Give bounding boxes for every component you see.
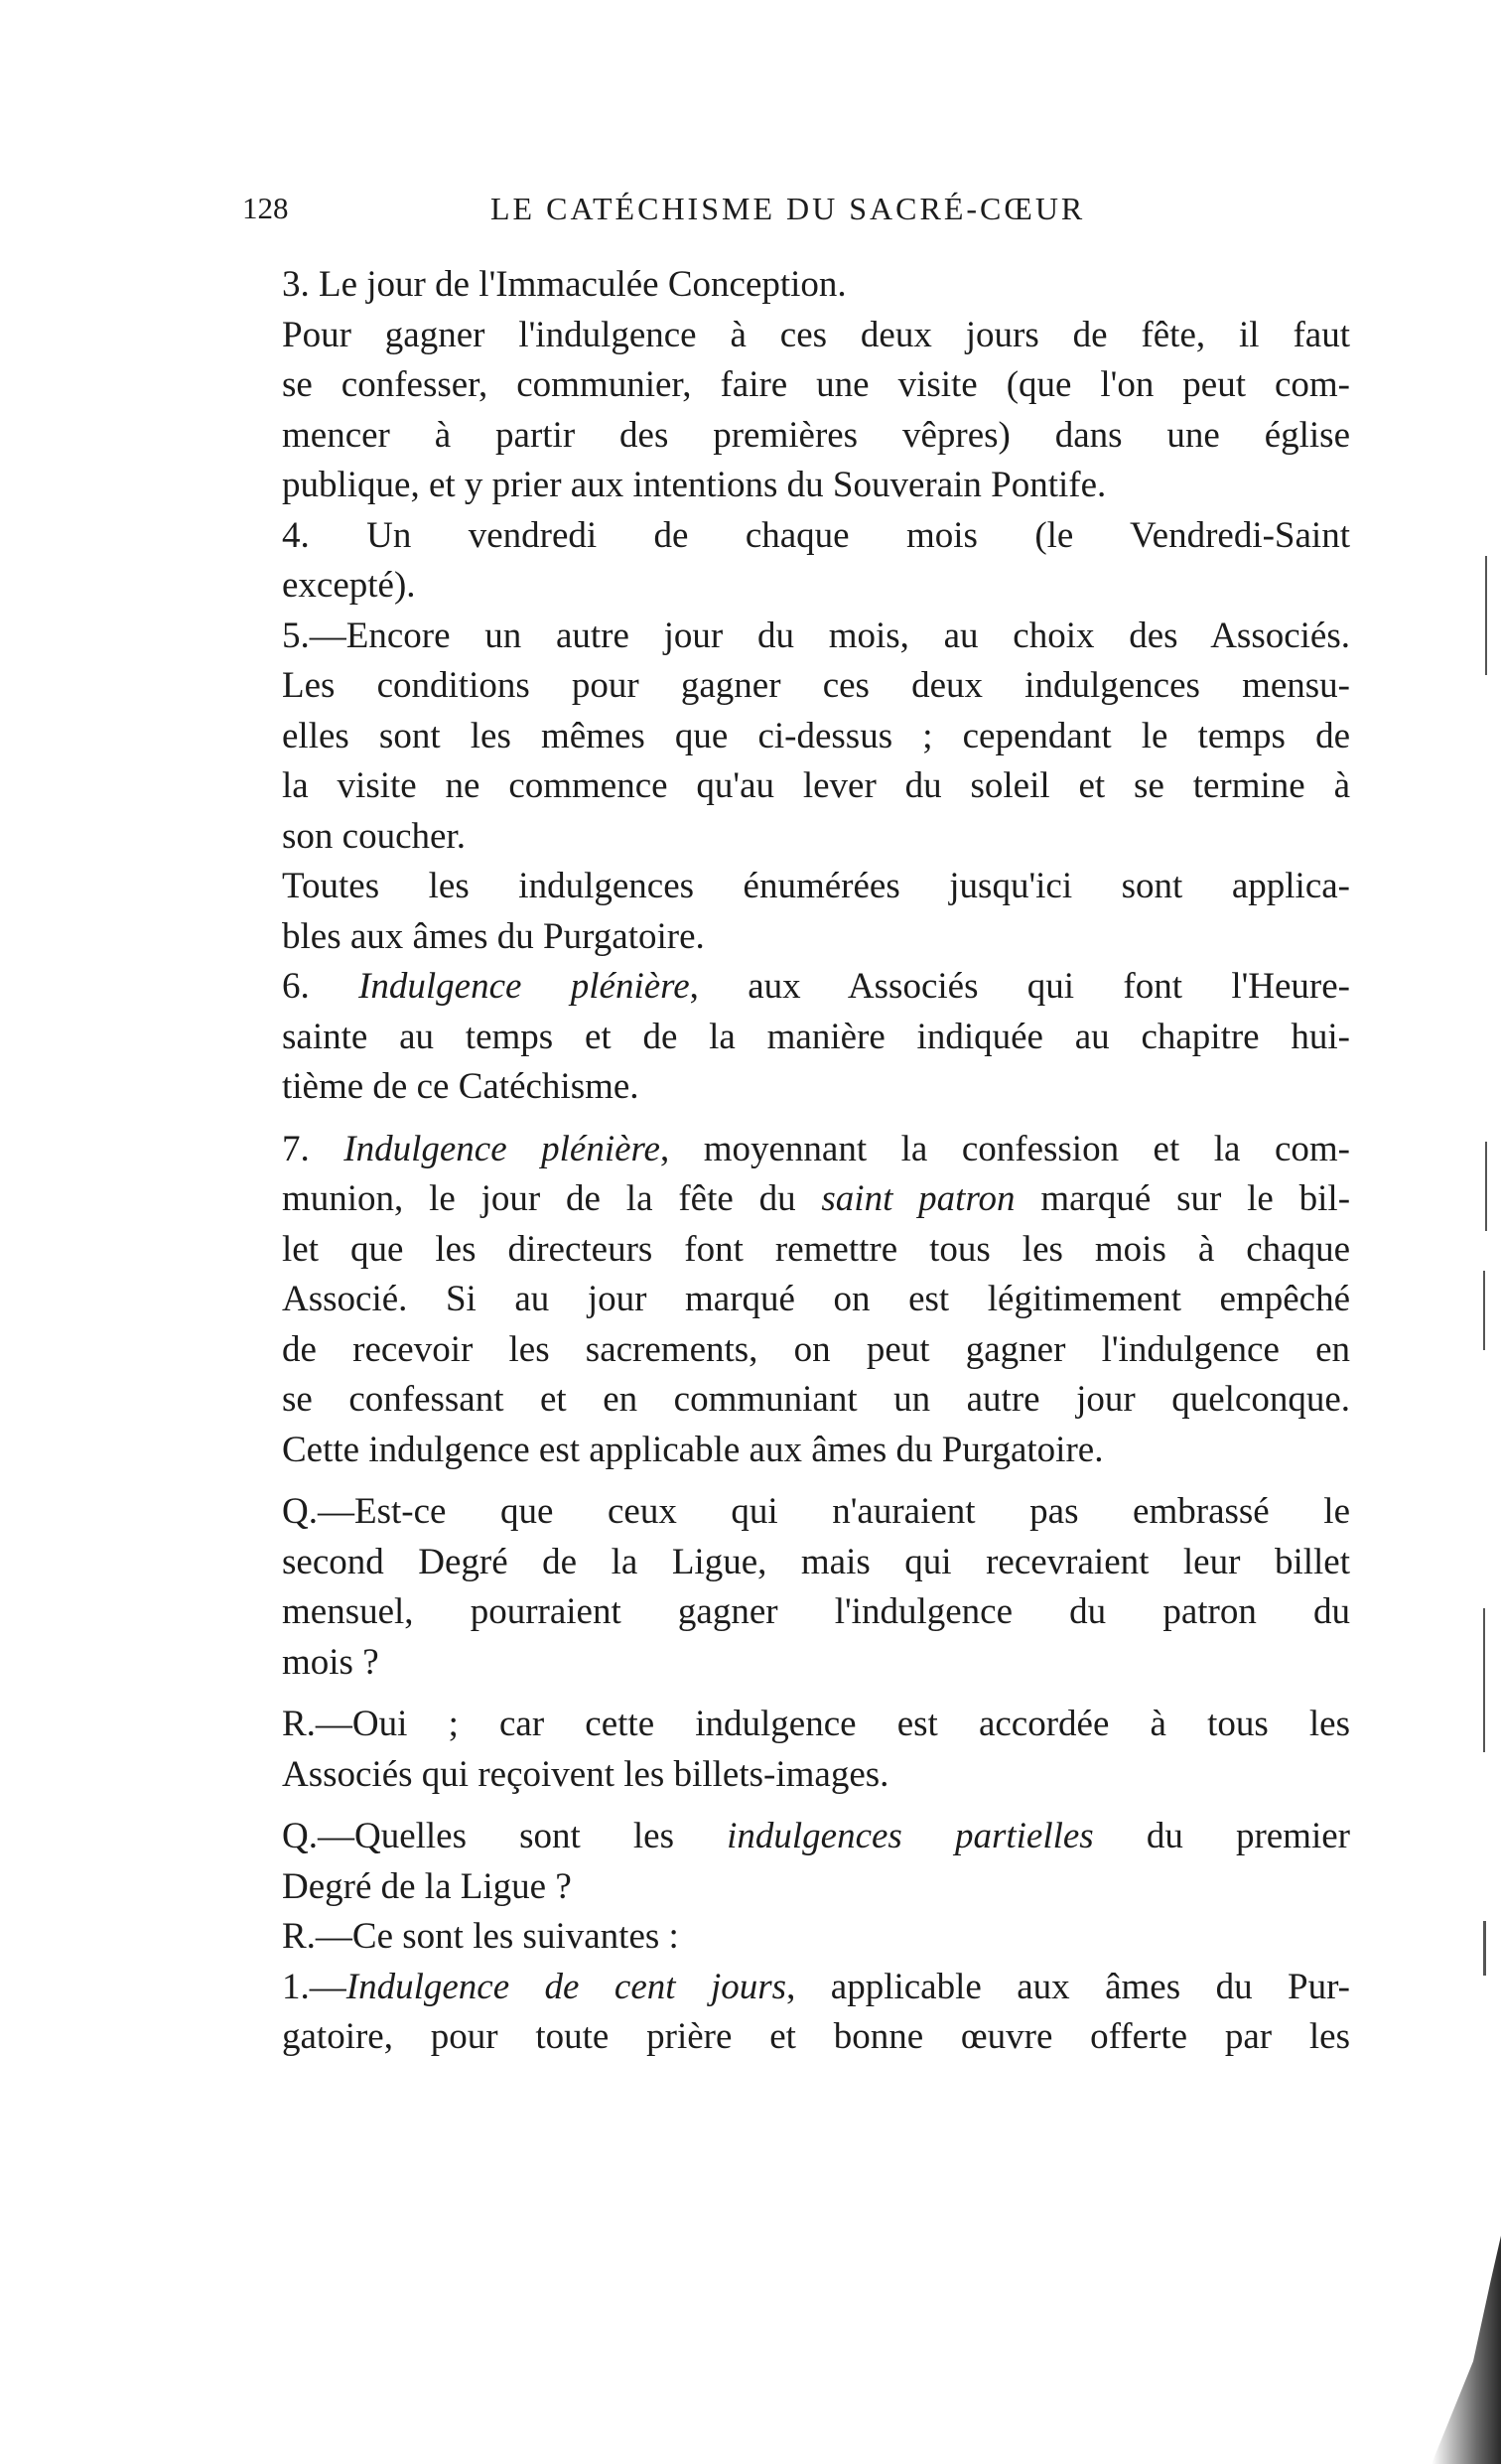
italic-phrase: Indulgence de cent jours xyxy=(345,1966,787,2007)
paragraph-holy-hour xyxy=(242,962,1350,1113)
text-line: Associés qui reçoivent les billets-images. xyxy=(282,1753,889,1795)
scan-edge-mark xyxy=(1483,1271,1485,1350)
text-line: publique, et y prier aux intentions du Souverain Pontife. xyxy=(282,465,1107,505)
paragraph-question-partial-indulgences xyxy=(242,1812,1350,1912)
scan-edge-mark xyxy=(1485,556,1487,675)
text-line: mencer à partir des premières vêpres) dans une église xyxy=(282,414,1350,456)
running-title: LE CATÉCHISME DU SACRÉ-CŒUR xyxy=(490,191,1086,226)
text-line: 6. Indulgence plénière, aux Associés qui font l'Heure- xyxy=(282,966,1350,1007)
text-line: de recevoir les sacrements, on peut gagner l'indulgence en xyxy=(282,1328,1350,1370)
paragraph-conditions-feast-days xyxy=(242,311,1350,511)
text-line: Q.—Est-ce que ceux qui n'auraient pas embrassé le xyxy=(282,1491,1350,1532)
text-line: Pour gagner l'indulgence à ces deux jours de fête, il faut xyxy=(282,314,1350,355)
page-header xyxy=(242,189,1098,228)
paragraph-question-second-degree xyxy=(242,1487,1350,1688)
scan-edge-mark xyxy=(1485,1142,1487,1231)
text-line: R.—Oui ; car cette indulgence est accordée à tous les xyxy=(282,1704,1350,1744)
text-line: let que les directeurs font remettre tous les mois à chaque xyxy=(282,1228,1350,1270)
italic-phrase: Indulgence plénière xyxy=(358,966,690,1007)
body-text xyxy=(242,260,1350,2063)
text-line: tième de ce Catéchisme. xyxy=(282,1066,639,1107)
text-line: sainte au temps et de la manière indiquée au chapitre hui- xyxy=(282,1016,1350,1057)
italic-phrase: saint patron xyxy=(821,1178,1016,1219)
text-line: munion, le jour de la fête du saint patron marqué sur le bil- xyxy=(282,1178,1351,1219)
paragraph-friday xyxy=(242,511,1350,612)
text-line: son coucher. xyxy=(282,815,466,857)
text-line: Les conditions pour gagner ces deux indulgences mensu- xyxy=(282,665,1350,706)
text-line: 7. Indulgence plénière, moyennant la confession et la com- xyxy=(282,1128,1350,1169)
text-line: gatoire, pour toute prière et bonne œuvre offerte par les xyxy=(282,2016,1350,2057)
text-line: elles sont les mêmes que ci-dessus ; cependant le temps de xyxy=(282,715,1350,756)
scan-edge-shadow xyxy=(1432,2236,1501,2464)
text-line: mois ? xyxy=(282,1641,379,1683)
text-line: 4. Un vendredi de chaque mois (le Vendredi-Saint xyxy=(282,514,1350,556)
text-line: Degré de la Ligue ? xyxy=(282,1865,572,1907)
text-line: 1.—Indulgence de cent jours, applicable aux âmes du Pur- xyxy=(282,1966,1350,2007)
text-line: mensuel, pourraient gagner l'indulgence du patron du xyxy=(282,1591,1350,1632)
text-line: second Degré de la Ligue, mais qui recevraient leur billet xyxy=(282,1541,1350,1582)
scan-edge-mark xyxy=(1483,1921,1486,1976)
text-line: 5.—Encore un autre jour du mois, au choix des Associés. xyxy=(282,615,1350,656)
text-line: Q.—Quelles sont les indulgences partielles du premier xyxy=(282,1816,1350,1856)
scan-edge-mark xyxy=(1483,1608,1485,1752)
paragraph-answer-following xyxy=(242,1912,1350,1963)
text-line: Associé. Si au jour marqué on est légitimement empêché xyxy=(282,1279,1350,1319)
paragraph-answer-yes xyxy=(242,1700,1350,1800)
text-line: R.—Ce sont les suivantes : xyxy=(282,1916,679,1957)
text-line: Toutes les indulgences énumérées jusqu'ici sont applica- xyxy=(282,866,1350,906)
paragraph-hundred-days xyxy=(242,1963,1350,2063)
text-line: Cette indulgence est applicable aux âmes du Purgatoire. xyxy=(282,1429,1104,1470)
text-line: la visite ne commence qu'au lever du soleil et se termine à xyxy=(282,765,1350,806)
text-line: 3. Le jour de l'Immaculée Conception. xyxy=(282,264,847,305)
text-line: se confesser, communier, faire une visite (que l'on peut com- xyxy=(282,364,1350,405)
paragraph-other-day xyxy=(242,612,1350,662)
text-line: excepté). xyxy=(282,565,416,606)
paragraph-immaculate-conception xyxy=(242,260,1350,311)
text-line: bles aux âmes du Purgatoire. xyxy=(282,915,705,957)
paragraph-applicable-purgatory xyxy=(242,862,1350,962)
text-line: se confessant et en communiant un autre jour quelconque. xyxy=(282,1379,1350,1420)
italic-phrase: indulgences partielles xyxy=(727,1816,1094,1856)
page-number: 128 xyxy=(242,191,289,225)
italic-phrase: Indulgence plénière xyxy=(343,1128,660,1169)
paragraph-patron-saint xyxy=(242,1125,1350,1476)
paragraph-monthly-conditions xyxy=(242,661,1350,862)
